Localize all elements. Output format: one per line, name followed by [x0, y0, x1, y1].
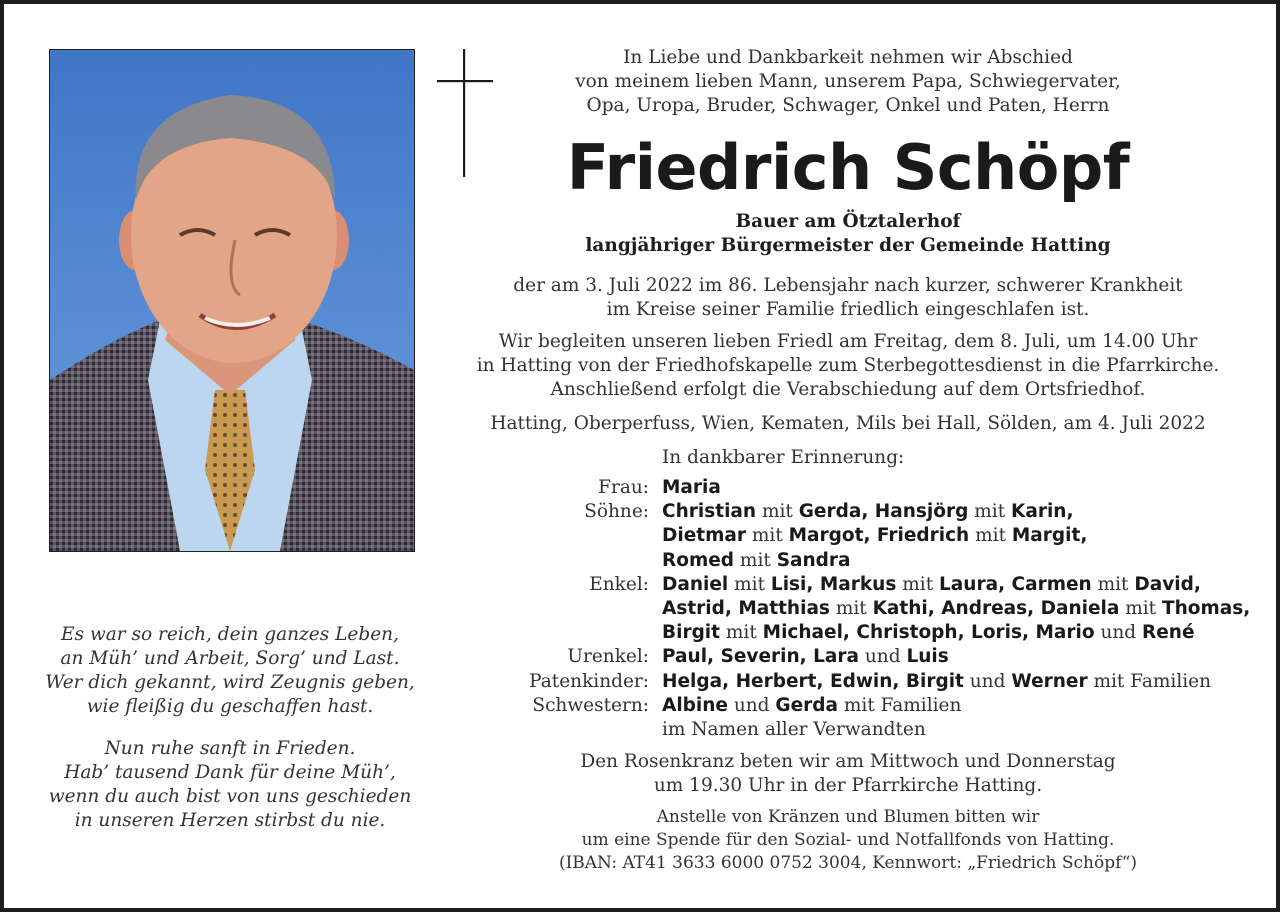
family-label: Schwestern:	[532, 694, 649, 716]
funeral-line: Wir begleiten unseren lieben Friedl am Freitag, dem 8. Juli, um 14.00 Uhr	[498, 331, 1198, 352]
intro-line: In Liebe und Dankbarkeit nehmen wir Abschied	[623, 47, 1073, 68]
connector-text: mit	[745, 525, 789, 547]
family-member-name: Paul, Severin, Lara	[662, 646, 859, 668]
connector-text: mit	[829, 598, 873, 620]
portrait-photo	[49, 49, 415, 552]
family-member-name: Thomas,	[1161, 598, 1251, 620]
connector-text: mit Familien	[1087, 670, 1212, 692]
rosary-line: Den Rosenkranz beten wir am Mittwoch und Donnerstag	[580, 751, 1116, 772]
donation-notice	[462, 806, 1234, 875]
poem-line: wenn du auch bist von uns geschieden	[48, 786, 412, 807]
poem-line: an Müh’ und Arbeit, Sorg’ und Last.	[60, 648, 400, 669]
family-names	[662, 694, 1244, 742]
family-member-name: Christian	[662, 501, 757, 523]
family-member-name: Werner	[1011, 670, 1088, 692]
intro-text	[462, 46, 1234, 118]
family-row-great-grandchildren	[444, 645, 1244, 669]
family-member-name: Astrid, Matthias	[662, 598, 830, 620]
family-member-name: Michael, Christoph, Loris, Mario	[762, 622, 1095, 644]
family-label: Patenkinder:	[529, 670, 649, 692]
family-member-name: Lisi, Markus	[770, 573, 897, 595]
poem-line: Wer dich gekannt, wird Zeugnis geben,	[45, 672, 415, 693]
intro-line: von meinem lieben Mann, unserem Papa, Schwiegervater,	[575, 71, 1121, 92]
rosary-line: um 19.30 Uhr in der Pfarrkirche Hatting.	[653, 775, 1043, 796]
family-member-name: Romed	[662, 549, 735, 571]
death-line: im Kreise seiner Familie friedlich eingeschlafen ist.	[606, 299, 1090, 320]
intro-line: Opa, Uropa, Bruder, Schwager, Onkel und Paten, Herrn	[586, 95, 1110, 116]
family-member-name: Albine	[662, 694, 728, 716]
rosary-notice	[462, 750, 1234, 798]
family-names-line	[662, 524, 1244, 548]
family-names-line	[662, 621, 1250, 645]
family-member-name: David,	[1134, 573, 1201, 595]
death-line: der am 3. Juli 2022 im 86. Lebensjahr nach kurzer, schwerer Krankheit	[513, 275, 1183, 296]
title-line: langjähriger Bürgermeister der Gemeinde Hatting	[585, 235, 1111, 256]
family-names-line	[662, 694, 1244, 718]
family-names-line	[662, 670, 1244, 694]
connector-text: mit	[734, 549, 777, 571]
family-row-sisters	[444, 694, 1244, 742]
poem-line: Nun ruhe sanft in Frieden.	[104, 738, 356, 759]
connector-text: mit	[1119, 598, 1162, 620]
poem-line: in unseren Herzen stirbst du nie.	[74, 810, 386, 831]
family-row-sons	[444, 500, 1244, 573]
funeral-line: Anschließend erfolgt die Verabschiedung auf dem Ortsfriedhof.	[550, 379, 1146, 400]
connector-text: im Namen aller Verwandten	[662, 719, 926, 741]
connector-text: mit	[1091, 573, 1135, 595]
family-names	[662, 670, 1244, 694]
poem-line: wie fleißig du geschaffen hast.	[86, 696, 374, 717]
deceased-name: Friedrich Schöpf	[566, 131, 1130, 204]
donation-line: (IBAN: AT41 3633 6000 0752 3004, Kennwort: „Friedrich Schöpf“)	[558, 853, 1138, 873]
funeral-notice	[462, 330, 1234, 402]
family-names-line	[662, 549, 1244, 573]
family-member-name: Birgit	[662, 622, 720, 644]
family-names	[662, 573, 1250, 646]
poem-line: Es war so reich, dein ganzes Leben,	[61, 624, 399, 645]
family-member-name: Maria	[662, 477, 721, 498]
family-names-line	[662, 645, 1244, 669]
family-member-name: Gerda	[775, 694, 838, 716]
family-member-name: Helga, Herbert, Edwin, Birgit	[662, 670, 964, 692]
family-label: Söhne:	[584, 501, 649, 523]
family-row-grandchildren	[444, 573, 1251, 646]
family-row-wife	[444, 476, 1244, 500]
connector-text: und	[859, 646, 907, 668]
family-member-name: Kathi, Andreas, Daniela	[872, 598, 1120, 620]
family-member-name: Margot, Friedrich	[788, 525, 970, 547]
donation-line: um eine Spende für den Sozial- und Notfallfonds von Hatting.	[581, 830, 1115, 850]
family-names	[662, 645, 1244, 669]
connector-text: mit	[756, 501, 799, 523]
connector-text: und	[963, 670, 1012, 692]
family-names-line	[662, 718, 1244, 742]
connector-text: mit	[728, 573, 771, 595]
poem-line: Hab’ tausend Dank für deine Müh’,	[64, 762, 396, 783]
funeral-line: in Hatting von der Friedhofskapelle zum Sterbegottesdienst in die Pfarrkirche.	[476, 355, 1220, 376]
family-member-name: René	[1142, 622, 1195, 644]
family-names	[662, 500, 1244, 573]
family-member-name: Laura, Carmen	[939, 573, 1092, 595]
family-names-line	[662, 573, 1250, 597]
title-line: Bauer am Ötztalerhof	[735, 211, 961, 232]
family-names	[662, 476, 1244, 500]
connector-text: mit	[896, 573, 940, 595]
connector-text: mit	[968, 501, 1012, 523]
family-label: Urenkel:	[567, 646, 649, 668]
family-member-name: Karin,	[1011, 501, 1074, 523]
connector-text: mit	[969, 525, 1012, 547]
family-label: Frau:	[598, 477, 649, 498]
places-and-date: Hatting, Oberperfuss, Wien, Kematen, Mils bei Hall, Sölden, am 4. Juli 2022	[490, 413, 1206, 434]
family-label: Enkel:	[589, 573, 649, 595]
connector-text: und	[1094, 622, 1142, 644]
family-names-line	[662, 500, 1244, 524]
connector-text: mit	[720, 622, 763, 644]
poem-stanza-2	[24, 737, 436, 833]
family-member-name: Dietmar	[662, 525, 746, 547]
poem-stanza-1	[24, 623, 436, 719]
deceased-titles	[462, 210, 1234, 258]
family-names-line	[662, 476, 1244, 500]
family-list	[444, 476, 1251, 742]
connector-text: mit Familien	[838, 694, 962, 716]
family-row-godchildren	[444, 670, 1244, 694]
memory-heading: In dankbarer Erinnerung:	[662, 447, 905, 468]
family-member-name: Gerda, Hansjörg	[798, 501, 969, 523]
family-member-name: Luis	[906, 646, 949, 668]
family-member-name: Margit,	[1011, 525, 1088, 547]
connector-text: und	[727, 694, 776, 716]
family-names-line	[662, 597, 1250, 621]
donation-line: Anstelle von Kränzen und Blumen bitten wir	[656, 807, 1040, 827]
family-member-name: Sandra	[776, 549, 851, 571]
death-notice	[462, 274, 1234, 322]
family-member-name: Daniel	[662, 573, 729, 595]
